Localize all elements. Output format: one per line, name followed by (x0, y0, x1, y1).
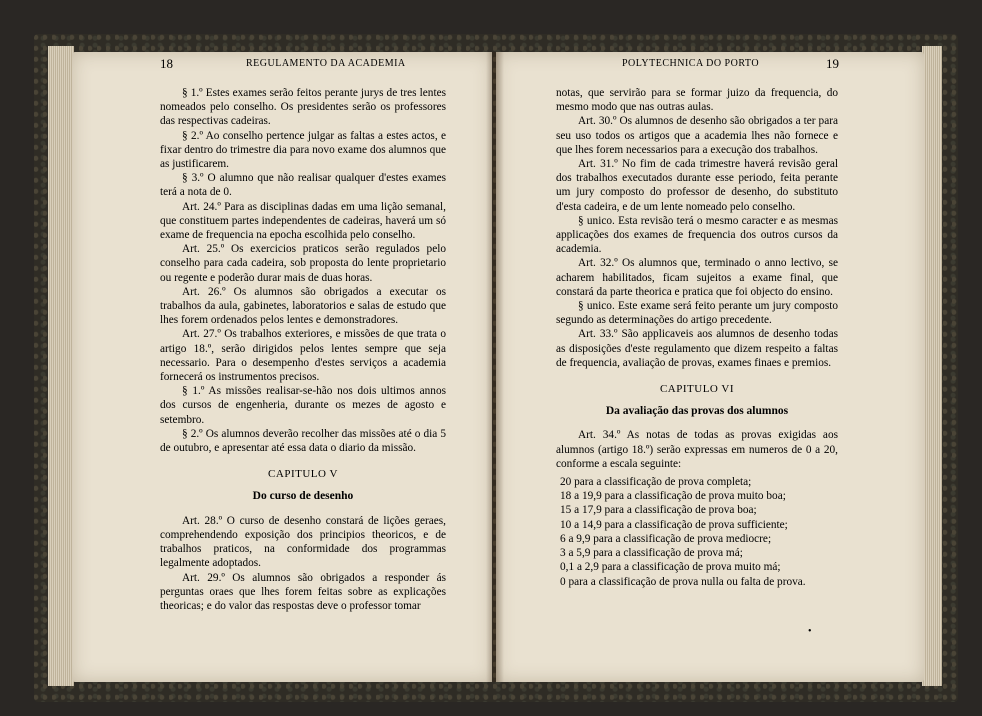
right-text-column (556, 86, 838, 589)
chapter-heading: CAPITULO V (268, 468, 338, 481)
paragraph: Art. 34.º As notas de todas as provas exigidas aos alumnos (artigo 18.º) serão expressas em numeros de 0 a 20, conforme a escala seguinte: (556, 429, 838, 470)
grading-scale (556, 475, 838, 589)
paragraph: Art. 28.º O curso de desenho constará de lições geraes, comprehendendo exposição dos principios theoricos, e de trabalhos praticos, na conformidade dos programmas legalmente adoptados. (160, 514, 446, 570)
paragraph: Art. 32.º Os alumnos que, terminado o anno lectivo, se acharem habilitados, ficam sujeitos a exame final, que constará da parte theorica e pratica que foi objecto do ensino. (556, 257, 838, 298)
ink-dot: • (808, 626, 812, 637)
paragraph: Art. 26.º Os alumnos são obrigados a executar os trabalhos da aula, gabinetes, laboratorios e salas de estudo que lhes forem ordenados pelos lentes e demonstradores. (160, 285, 446, 327)
paragraph: Art. 24.º Para as disciplinas dadas em uma lição semanal, que constituem partes independentes de cadeiras, haverá um só exame de frequencia na epocha escolhida pelo conselho. (160, 200, 446, 242)
paragraph: Art. 33.º São applicaveis aos alumnos de desenho todas as disposições d'este regulamento que dizem respeito a faltas de frequencia, avaliação de provas, exames finaes e premios. (556, 328, 838, 369)
paragraph: § unico. Esta revisão terá o mesmo caracter e as mesmas applicações dos exames de frequencia dos outros cursos da academia. (556, 214, 838, 256)
left-text-column (160, 86, 446, 613)
scale-line: 6 a 9,9 para a classificação de prova mediocre; (560, 532, 772, 545)
paragraph: Art. 30.º Os alumnos de desenho são obrigados a ter para seu uso todos os artigos que a academia lhes não fornece e que lhes forem necessarios para a execução dos trabalhos. (556, 115, 838, 156)
book-gutter (486, 52, 504, 682)
paragraph: § 2.º Os alumnos deverão recolher das missões até o dia 5 de outubro, e apresentar até essa data o diario da missão. (160, 427, 446, 455)
page-edges-right (922, 46, 942, 686)
paragraph: § 1.º Estes exames serão feitos perante jurys de tres lentes nomeados pelo conselho. Os presidentes serão os professores das respectivas cadeiras. (160, 87, 446, 128)
scale-line: 3 a 5,9 para a classificação de prova má; (560, 547, 743, 560)
paragraph: Art. 25.º Os exercicios praticos serão regulados pelo conselho para cada cadeira, sob proposta do lente proprietario ou regente e poderão durar mais de duas horas. (160, 243, 446, 284)
left-running-head: REGULAMENTO DA ACADEMIA (246, 58, 406, 69)
paragraph: Art. 27.º Os trabalhos exteriores, e missões de que trata o artigo 18.º, serão dirigidos pelos lentes sempre que seja necessario. Para o desempenho d'estes serviços a academia fornecerá os instrumentos precisos. (160, 328, 446, 384)
left-page-number: 18 (160, 56, 173, 71)
scale-line: 18 a 19,9 para a classificação de prova muito boa; (560, 490, 786, 503)
paragraph: § 2.º Ao conselho pertence julgar as faltas a estes actos, e fixar dentro do trimestre dia para novo exame dos alumnos que as justificarem. (160, 129, 446, 171)
scale-line: 20 para a classificação de prova completa; (560, 476, 752, 489)
chapter-title: Do curso de desenho (252, 490, 354, 503)
scale-line: 0,1 a 2,9 para a classificação de prova muito má; (560, 561, 781, 574)
scale-line: 15 a 17,9 para a classificação de prova boa; (560, 504, 757, 517)
right-page-number: 19 (826, 56, 839, 71)
paragraph: Art. 31.º No fim de cada trimestre haverá revisão geral dos trabalhos executados durante esse periodo, feita perante um jury composto do professor de desenho, do substituto d'esta cadeira, e de um lente nomeado pelo conselho. (556, 158, 838, 213)
paragraph: § 1.º As missões realisar-se-hão nos dois ultimos annos dos cursos de engenheria, durante os mezes de agosto e setembro. (160, 385, 446, 426)
scale-line: 10 a 14,9 para a classificação de prova sufficiente; (560, 518, 788, 531)
paragraph: § unico. Este exame será feito perante um jury composto segundo as determinações do artigo precedente. (556, 300, 838, 327)
right-running-head: POLYTECHNICA DO PORTO (622, 58, 760, 69)
chapter-title: Da avaliação das provas dos alumnos (605, 405, 789, 418)
paragraph: § 3.º O alumno que não realisar qualquer d'estes exames terá a nota de 0. (160, 172, 446, 199)
page-edges-left (48, 46, 74, 686)
scale-line: 0 para a classificação de prova nulla ou falta de prova. (560, 575, 806, 588)
paragraph: Art. 29.º Os alumnos são obrigados a responder ás perguntas oraes que lhes forem feitas sobre as explicações theoricas; e do valor das respostas deve o professor tomar (160, 571, 446, 612)
paragraph: notas, que servirão para se formar juizo da frequencia, do mesmo modo que nas outras aulas. (556, 87, 838, 114)
chapter-heading: CAPITULO VI (659, 383, 735, 396)
